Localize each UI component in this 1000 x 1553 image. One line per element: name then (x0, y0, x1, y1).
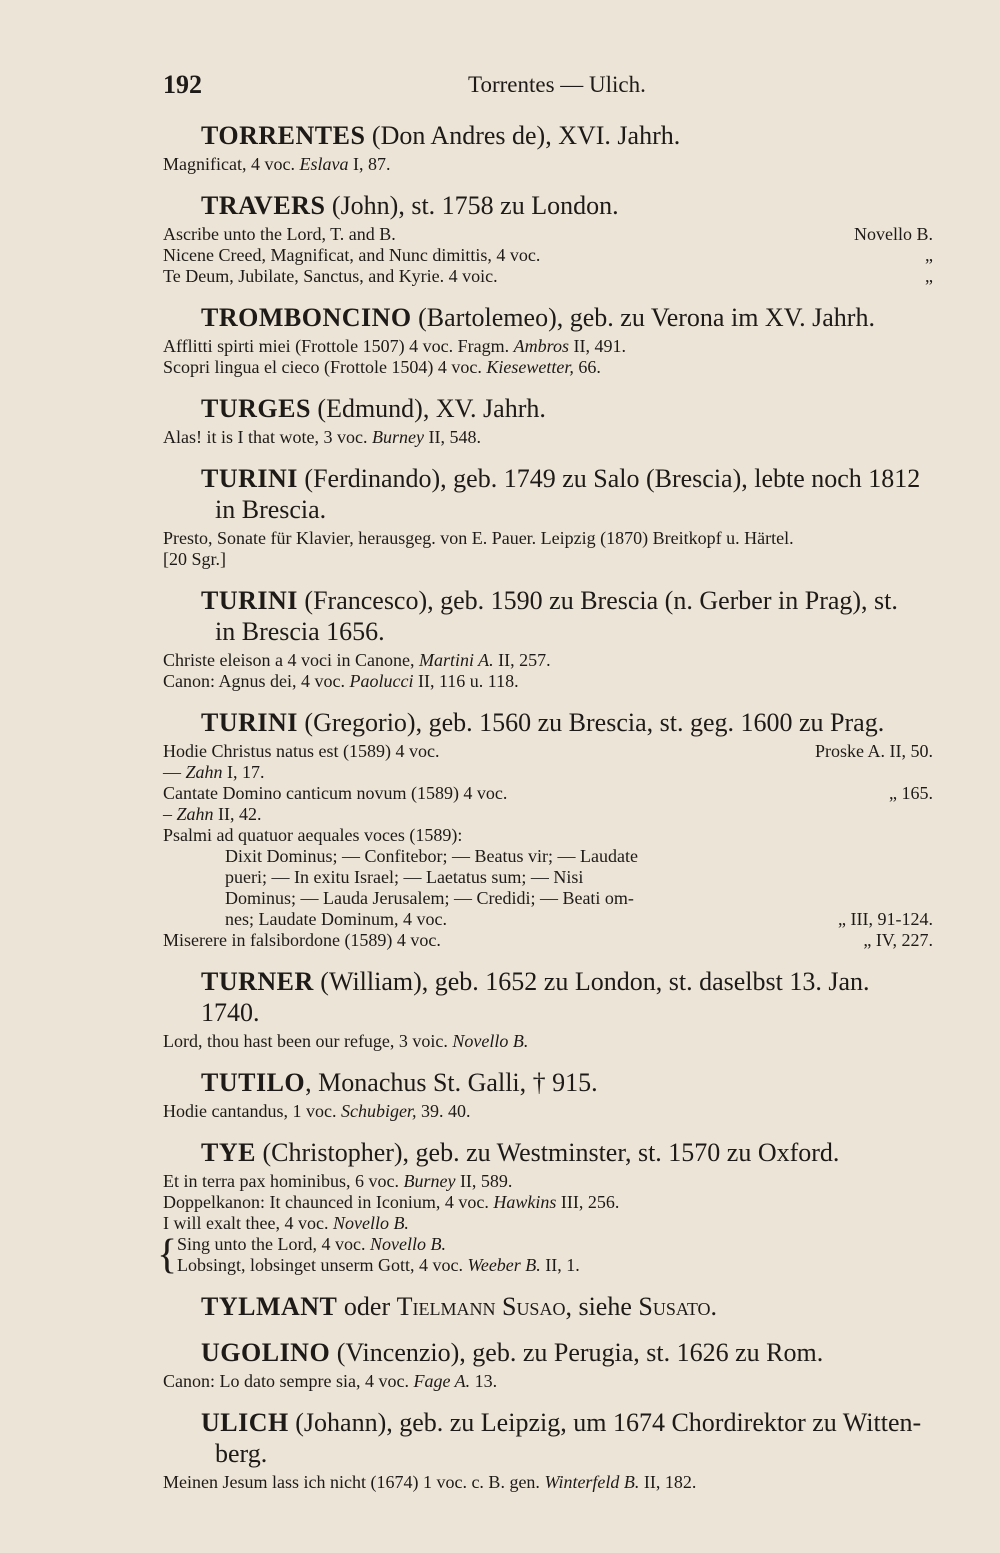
entry-heading (163, 1407, 933, 1469)
work-line (163, 867, 933, 888)
work-line (163, 1171, 933, 1192)
composer-name: TURGES (201, 394, 311, 423)
entry-heading (163, 585, 933, 647)
entry (163, 585, 933, 692)
composer-info: (Vincenzio), geb. zu Perugia, st. 1626 zu Rom. (330, 1338, 824, 1367)
running-title: Torrentes — Ulich. (468, 72, 646, 97)
work-title: nes; Laudate Dominum, 4 voc. (225, 909, 447, 929)
brace-glyph: { (157, 1232, 178, 1278)
composer-name: ULICH (201, 1408, 289, 1437)
reference-name: Susato (638, 1292, 711, 1321)
source-ref-right: Novello B. (854, 224, 933, 244)
source-location: II, 548. (423, 427, 481, 447)
work-title: Nicene Creed, Magnificat, and Nunc dimittis, 4 voc. (163, 245, 541, 265)
source-ref: Zahn (185, 762, 223, 782)
work-line (163, 762, 933, 783)
source-location: I, 87. (348, 154, 391, 174)
work-line (163, 888, 933, 909)
composer-info: (Johann), geb. zu Leipzig, um 1674 Chordirektor zu Witten- (288, 1408, 922, 1437)
composer-name: TURINI (201, 586, 298, 615)
work-line (163, 825, 933, 846)
entry-heading (163, 966, 933, 1028)
work-title: Magnificat, 4 voc. (163, 154, 300, 174)
work-line (163, 1031, 933, 1052)
work-title: Lord, thou hast been our refuge, 3 voic. (163, 1031, 453, 1051)
source-ref: Paolucci (349, 671, 414, 691)
page-number: 192 (163, 70, 202, 99)
work-title: I will exalt thee, 4 voc. (163, 1213, 333, 1233)
composer-info: (Ferdinando), geb. 1749 zu Salo (Brescia), lebte noch 1812 (297, 464, 921, 493)
composer-info: (William), geb. 1652 zu London, st. daselbst 13. Jan. 1740. (201, 967, 870, 1027)
work-line (163, 357, 933, 378)
entry (163, 966, 933, 1052)
work-title: pueri; — In exitu Israel; — Laetatus sum; — Nisi (225, 867, 584, 887)
composer-info: (Francesco), geb. 1590 zu Brescia (n. Gerber in Prag), st. (297, 586, 898, 615)
work-line (163, 1101, 933, 1122)
composer-info: (Bartolemeo), geb. zu Verona im XV. Jahrh. (411, 303, 875, 332)
work-title: — (163, 762, 186, 782)
source-ref: Martini A. (418, 650, 494, 670)
source-ref: Zahn (176, 804, 214, 824)
work-line (163, 1234, 933, 1255)
heading-continuation: in Brescia 1656. (215, 617, 385, 646)
source-location: 66. (573, 357, 601, 377)
composer-name: TURINI (201, 708, 298, 737)
source-ref: Novello B. (369, 1234, 446, 1254)
composer-name: TUTILO (201, 1068, 306, 1097)
source-location: II, 42. (213, 804, 262, 824)
source-ref: Kiesewetter, (486, 357, 574, 377)
entry (163, 1407, 933, 1493)
work-line (163, 846, 933, 867)
heading-continuation: berg. (215, 1439, 268, 1468)
work-title: Dixit Dominus; — Confitebor; — Beatus vir; — Laudate (225, 846, 638, 866)
entry (163, 1291, 933, 1322)
source-location: I, 17. (222, 762, 265, 782)
work-line (163, 650, 933, 671)
entry-heading (163, 120, 933, 151)
entry-heading (163, 463, 933, 525)
work-title: Meinen Jesum lass ich nicht (1674) 1 voc. c. B. gen. (163, 1472, 545, 1492)
work-title: Afflitti spirti miei (Frottole 1507) 4 voc. Fragm. (163, 336, 514, 356)
work-line (163, 804, 933, 825)
source-ref: Burney (371, 427, 424, 447)
composer-name: TURINI (201, 464, 298, 493)
entry (163, 1067, 933, 1122)
composer-name: UGOLINO (201, 1338, 331, 1367)
composer-name: TROMBONCINO (201, 303, 412, 332)
source-location: 13. (470, 1371, 498, 1391)
work-title: Hodie cantandus, 1 voc. (163, 1101, 341, 1121)
entry-heading (163, 707, 933, 738)
source-location: II, 1. (540, 1255, 580, 1275)
work-line (163, 336, 933, 357)
work-title: Lobsingt, lobsinget unserm Gott, 4 voc. (177, 1255, 468, 1275)
entry (163, 302, 933, 378)
composer-name: TURNER (201, 967, 314, 996)
source-location: 39. 40. (416, 1101, 471, 1121)
source-ref: Winterfeld B. (544, 1472, 640, 1492)
entry-heading (163, 1137, 933, 1168)
source-ref-right: „ 165. (889, 783, 933, 803)
source-ref: Novello B. (332, 1213, 409, 1233)
alias-name: Tielmann Susao (396, 1292, 566, 1321)
source-location: II, 257. (493, 650, 551, 670)
work-line (163, 741, 933, 762)
work-title: Doppelkanon: It chaunced in Iconium, 4 voc. (163, 1192, 494, 1212)
work-line (163, 671, 933, 692)
work-title: Te Deum, Jubilate, Sanctus, and Kyrie. 4 voic. (163, 266, 498, 286)
source-location: II, 182. (639, 1472, 697, 1492)
entry (163, 463, 933, 570)
page-header (163, 70, 933, 104)
work-title: Alas! it is I that wote, 3 voc. (163, 427, 372, 447)
work-line (163, 427, 933, 448)
composer-name: TRAVERS (201, 191, 326, 220)
work-title: Hodie Christus natus est (1589) 4 voc. (163, 741, 440, 761)
work-title: Psalmi ad quatuor aequales voces (1589): (163, 825, 463, 845)
work-title: Cantate Domino canticum novum (1589) 4 voc. (163, 783, 508, 803)
work-line (163, 549, 933, 570)
source-ref: Novello B. (452, 1031, 529, 1051)
work-title: Presto, Sonate für Klavier, herausgeg. von E. Pauer. Leipzig (1870) Breitkopf u. Härtel. (163, 528, 794, 548)
composer-info: (John), st. 1758 zu London. (325, 191, 619, 220)
work-line (163, 1213, 933, 1234)
entry-heading (163, 1337, 933, 1368)
entry (163, 1337, 933, 1392)
work-line (163, 1255, 933, 1276)
composer-info: . (710, 1292, 718, 1321)
work-line (163, 909, 933, 930)
entry-heading (163, 1067, 933, 1098)
entries-list (157, 120, 933, 1508)
composer-name: TYE (201, 1138, 256, 1167)
source-ref: Eslava (299, 154, 349, 174)
work-title: Christe eleison a 4 voci in Canone, (163, 650, 419, 670)
composer-info: (Christopher), geb. zu Westminster, st. 1570 zu Oxford. (255, 1138, 840, 1167)
work-title: – (163, 804, 177, 824)
work-line (163, 1472, 933, 1493)
work-line (163, 224, 933, 245)
work-title: Miserere in falsibordone (1589) 4 voc. (163, 930, 441, 950)
source-location: II, 491. (568, 336, 626, 356)
work-title: Sing unto the Lord, 4 voc. (177, 1234, 370, 1254)
source-ref-right: „ (925, 266, 933, 286)
source-ref: Hawkins (493, 1192, 557, 1212)
source-ref: Burney (403, 1171, 456, 1191)
source-ref-right: „ III, 91-124. (838, 909, 933, 929)
work-line (163, 783, 933, 804)
entry-heading (163, 190, 933, 221)
composer-info: (Edmund), XV. Jahrh. (310, 394, 546, 423)
work-title: Et in terra pax hominibus, 6 voc. (163, 1171, 404, 1191)
work-line (163, 245, 933, 266)
composer-info: (Gregorio), geb. 1560 zu Brescia, st. geg. 1600 zu Prag. (297, 708, 885, 737)
entry-heading (163, 393, 933, 424)
work-line (163, 528, 933, 549)
work-line (163, 154, 933, 175)
source-ref-right: Proske A. II, 50. (815, 741, 933, 761)
source-location: II, 116 u. 118. (413, 671, 519, 691)
composer-name: TORRENTES (201, 121, 366, 150)
work-title: Scopri lingua el cieco (Frottole 1504) 4 voc. (163, 357, 487, 377)
entry (163, 707, 933, 951)
source-ref-right: „ (925, 245, 933, 265)
work-title: Dominus; — Lauda Jerusalem; — Credidi; — Beati om- (225, 888, 634, 908)
entry (157, 1137, 933, 1278)
entry (163, 393, 933, 448)
source-location: III, 256. (556, 1192, 620, 1212)
entry (163, 190, 933, 287)
entry-heading (163, 302, 933, 333)
work-line (163, 930, 933, 951)
entry (163, 120, 933, 175)
source-ref: Weeber B. (467, 1255, 541, 1275)
source-ref-right: „ IV, 227. (863, 930, 933, 950)
work-line (163, 1371, 933, 1392)
source-ref: Ambros (513, 336, 569, 356)
entry-heading (163, 1291, 933, 1322)
work-title: Ascribe unto the Lord, T. and B. (163, 224, 396, 244)
composer-info: , Monachus St. Galli, † 915. (305, 1068, 598, 1097)
composer-info: , siehe (565, 1292, 639, 1321)
composer-name: TYLMANT (201, 1292, 338, 1321)
composer-info: oder (337, 1292, 397, 1321)
work-line (163, 266, 933, 287)
work-line (163, 1192, 933, 1213)
heading-continuation: in Brescia. (215, 495, 327, 524)
source-location: II, 589. (455, 1171, 513, 1191)
work-title: Canon: Agnus dei, 4 voc. (163, 671, 350, 691)
work-title: [20 Sgr.] (163, 549, 226, 569)
braced-group (157, 1232, 933, 1278)
source-ref: Schubiger, (340, 1101, 417, 1121)
composer-info: (Don Andres de), XVI. Jahrh. (365, 121, 681, 150)
work-title: Canon: Lo dato sempre sia, 4 voc. (163, 1371, 414, 1391)
source-ref: Fage A. (413, 1371, 471, 1391)
